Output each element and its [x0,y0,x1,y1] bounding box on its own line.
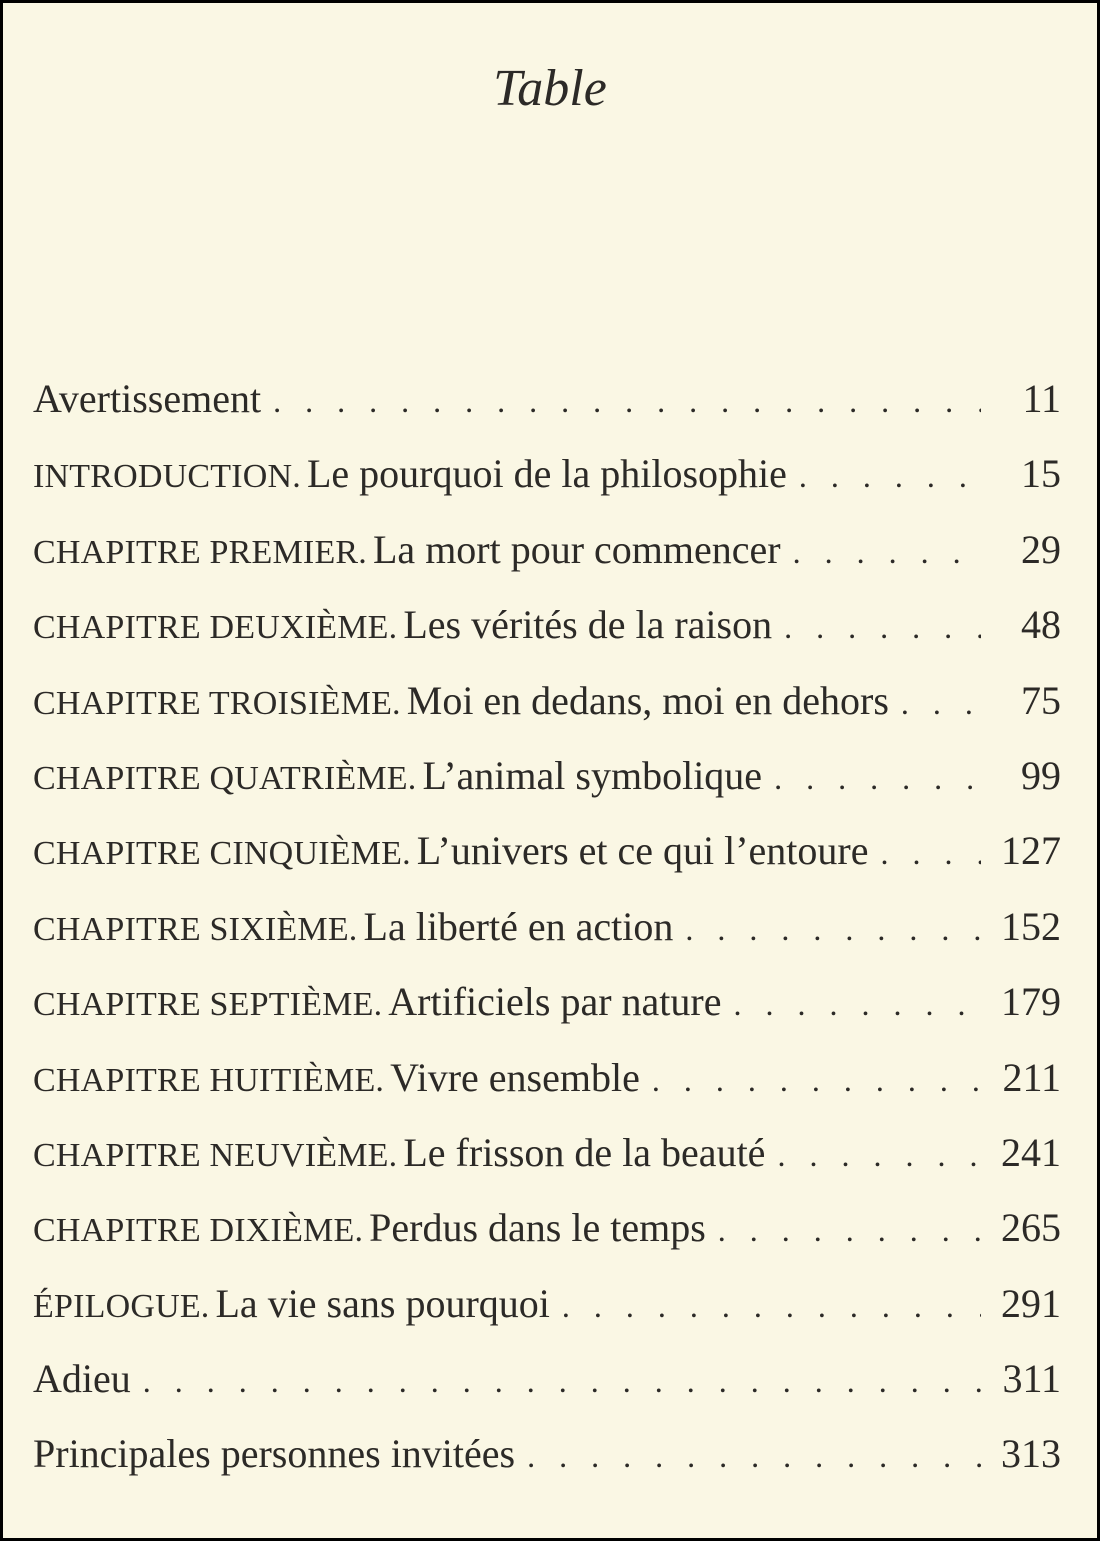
dot-leader [784,609,981,646]
toc-entry-label [33,375,261,422]
toc-entry-chapter-9 [33,1129,1061,1204]
toc-entry-title: La vie sans pourquoi [215,1280,550,1326]
toc-entry-label [33,1355,131,1402]
toc-page-number: 313 [1001,1431,1061,1477]
toc-entry-title: La mort pour commencer [373,526,781,572]
dot-leader [793,534,981,571]
toc-entry-chapter-7 [33,978,1061,1053]
toc-page-number: 265 [1001,1205,1061,1251]
toc-page-number: 211 [1002,1054,1061,1100]
book-page [3,3,1097,1538]
toc-entry-label [33,1054,640,1101]
toc-page-number: 127 [1001,828,1061,874]
toc-entry-label [33,677,889,724]
dot-leader [273,383,981,420]
toc-page-number: 48 [1021,602,1061,648]
toc-entry-label [33,752,762,799]
dot-leader [143,1363,981,1400]
toc-entry-title: Les vérités de la raison [403,602,773,648]
dot-leader [881,835,982,872]
toc-entry-label [33,978,721,1025]
toc-entry-chapter-4 [33,752,1061,827]
toc-page-number: 291 [1001,1280,1061,1326]
dot-leader [527,1438,981,1475]
toc-page-number: 152 [1001,903,1061,949]
dot-leader [562,1288,981,1325]
toc-entry-title: Adieu [33,1356,131,1402]
toc-entry-prefix: CHAPITRE DEUXIÈME. [33,609,398,647]
dot-leader [685,911,981,948]
toc-entry-title: Le frisson de la beauté [403,1129,766,1175]
toc-entry-chapter-3 [33,677,1061,752]
toc-entry-title: Moi en dedans, moi en dehors [406,677,889,723]
toc-entry-label [33,1129,765,1176]
toc-entry-epilogue [33,1280,1061,1355]
toc-entry-personnes-invitees [33,1430,1061,1505]
dot-leader [718,1212,981,1249]
toc-entry-label [33,903,673,950]
toc-entry-label [33,450,787,497]
toc-entry-prefix: CHAPITRE HUITIÈME. [33,1061,385,1099]
toc-entry-prefix: CHAPITRE SEPTIÈME. [33,986,383,1024]
toc-page-number: 311 [1002,1356,1061,1402]
toc-entry-title: Artificiels par nature [388,979,722,1025]
toc-entry-prefix: CHAPITRE SIXIÈME. [33,910,358,948]
toc-entry-prefix: CHAPITRE TROISIÈME. [33,684,401,722]
toc-entry-prefix: ÉPILOGUE. [33,1287,210,1325]
toc-entry-prefix: CHAPITRE QUATRIÈME. [33,759,417,797]
toc-entry-avertissement [33,375,1061,450]
toc-entry-chapter-10 [33,1204,1061,1279]
toc-entry-label [33,1430,515,1477]
toc-entry-label [33,827,869,874]
dot-leader [799,458,981,495]
toc-entry-title: L’univers et ce qui l’entoure [416,828,869,874]
toc-entry-label [33,526,781,573]
toc-entry-title: Perdus dans le temps [369,1205,706,1251]
page-title: Table [493,60,607,117]
toc-page-number: 11 [1022,376,1061,421]
toc-entry-title: Avertissement [33,376,262,421]
toc-entry-prefix: CHAPITRE NEUVIÈME. [33,1136,398,1174]
toc-entry-introduction [33,450,1061,525]
table-of-contents [33,375,1061,1506]
toc-page-number: 99 [1021,752,1061,798]
dot-leader [777,1137,981,1174]
toc-entry-chapter-6 [33,903,1061,978]
toc-entry-chapter-2 [33,601,1061,676]
toc-page-number: 29 [1021,526,1061,572]
dot-leader [652,1062,981,1099]
toc-entry-label [33,601,772,648]
toc-entry-title: Principales personnes invitées [33,1431,516,1477]
toc-entry-label [33,1280,550,1327]
dot-leader [774,760,981,797]
toc-entry-prefix: CHAPITRE PREMIER. [33,533,367,571]
toc-entry-prefix: CHAPITRE DIXIÈME. [33,1212,364,1250]
toc-entry-prefix: INTRODUCTION. [33,458,301,496]
toc-entry-title: Vivre ensemble [390,1054,640,1100]
toc-page-number: 75 [1021,677,1061,723]
toc-entry-title: L’animal symbolique [422,752,763,798]
toc-page-number: 179 [1001,979,1061,1025]
toc-entry-chapter-8 [33,1054,1061,1129]
toc-entry-prefix: CHAPITRE CINQUIÈME. [33,835,411,873]
toc-entry-chapter-5 [33,827,1061,902]
toc-entry-title: La liberté en action [363,903,674,949]
toc-entry-title: Le pourquoi de la philosophie [306,451,787,497]
toc-page-number: 241 [1001,1129,1061,1175]
dot-leader [901,685,981,722]
dot-leader [733,986,981,1023]
toc-entry-label [33,1204,706,1251]
toc-page-number: 15 [1021,451,1061,497]
toc-entry-adieu [33,1355,1061,1430]
toc-entry-chapter-1 [33,526,1061,601]
